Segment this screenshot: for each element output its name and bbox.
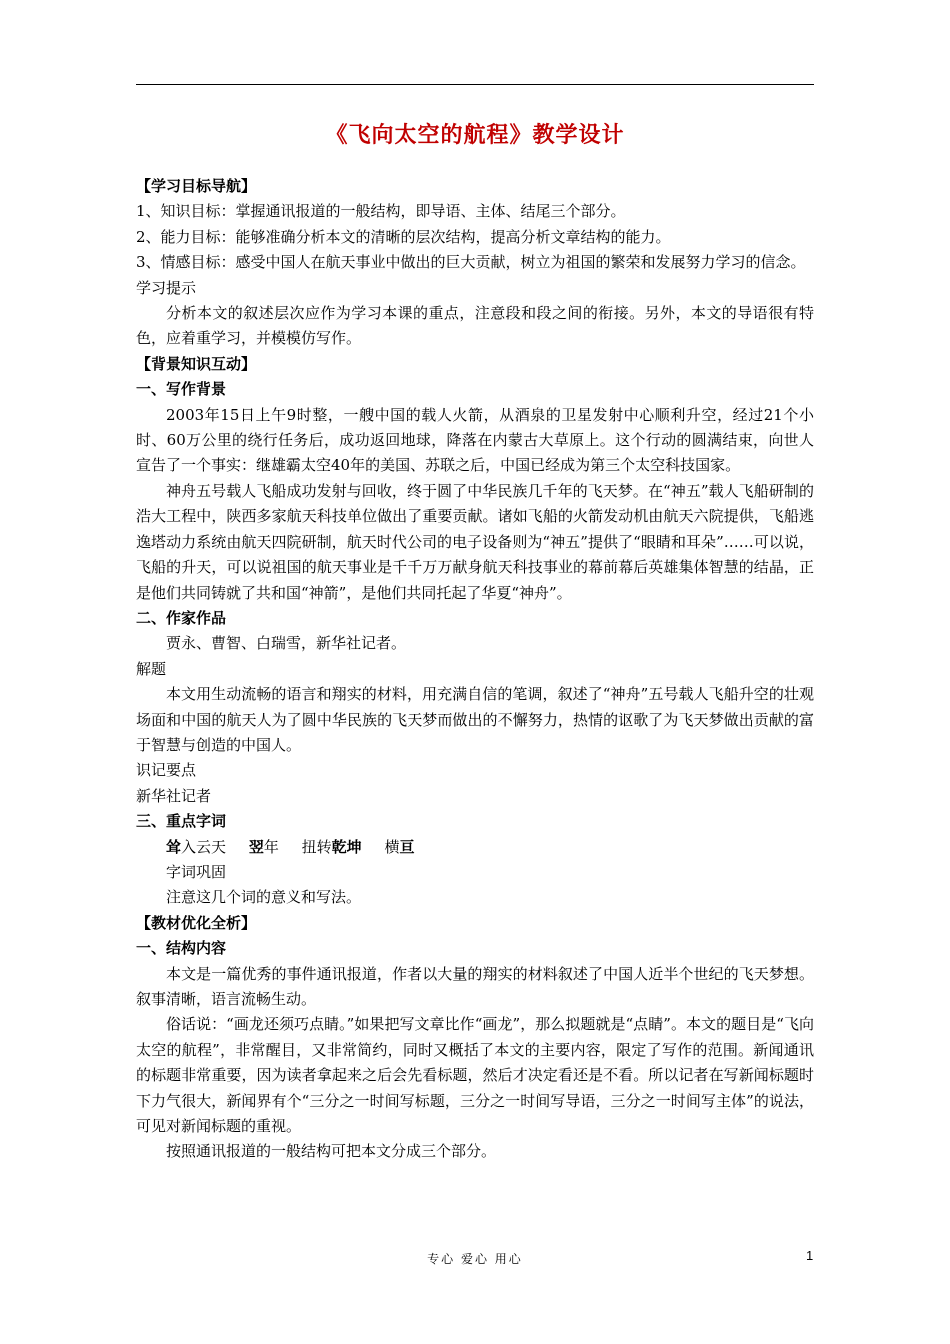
keyword-item: 翌年 — [248, 837, 279, 856]
page-number: 1 — [806, 1248, 814, 1263]
keyword-review-label: 字词巩固 — [166, 862, 227, 881]
section-heading-analysis: 【教材优化全析】 — [136, 913, 257, 932]
document-title: 《飞向太空的航程》教学设计 — [325, 122, 625, 148]
keyword-review-text: 注意这几个词的意义和写法。 — [166, 888, 362, 907]
keyword-item: 耸入云天 — [166, 837, 227, 856]
structure-paragraph-3: 按照通讯报道的一般结构可把本文分成三个部分。 — [166, 1142, 497, 1161]
subheading-structure: 一、结构内容 — [136, 939, 227, 958]
background-paragraph-1: 2003年15日上午9时整，一艘中国的载人火箭，从酒泉的卫星发射中心顺利升空，经过21个小时、60万公里的绕行任务后，成功返回地球，降落在内蒙古大草原上。这个行动的圆满结束，向世人宣告了一个事实：继雄霸太空40年的美国、苏联之后，中国已经成为第三个太空科技国家。 — [136, 405, 814, 475]
document-body — [136, 174, 814, 1165]
subheading-keywords: 三、重点字词 — [136, 812, 227, 831]
title-explanation-label: 解题 — [136, 659, 167, 678]
section-heading-goals: 【学习目标导航】 — [136, 177, 257, 195]
section-heading-background: 【背景知识互动】 — [136, 354, 257, 373]
goal-knowledge: 1、知识目标：掌握通讯报道的一般结构，即导语、主体、结尾三个部分。 — [136, 202, 626, 221]
keyword-item: 横亘 — [384, 837, 415, 856]
title-explanation-text: 本文用生动流畅的语言和翔实的材料，用充满自信的笔调，叙述了“神舟”五号载人飞船升空的壮观场面和中国的航天人为了圆中华民族的飞天梦而做出的不懈努力，热情的讴歌了为飞天梦做出贡献的富于智慧与创造的中国人。 — [136, 685, 814, 754]
structure-paragraph-1: 本文是一篇优秀的事件通讯报道，作者以大量的翔实的材料叙述了中国人近半个世纪的飞天梦想。叙事清晰，语言流畅生动。 — [136, 964, 814, 1008]
subheading-authors: 二、作家作品 — [136, 608, 227, 627]
structure-paragraph-2: 俗话说：“画龙还须巧点睛。”如果把写文章比作“画龙”，那么拟题就是“点睛”。本文的题目是“飞向太空的航程”，非常醒目，又非常简约，同时又概括了本文的主要内容，限定了写作的范围。新闻通讯的标题非常重要，因为读者拿起来之后会先看标题，然后才决定看还是不看。所以记者在写新闻标题时下力气很大，新闻界有个“三分之一时间写标题，三分之一时间写导语，三分之一时间写主体”的说法，可见对新闻标题的重视。 — [136, 1015, 814, 1136]
header-rule — [136, 84, 814, 85]
background-paragraph-2: 神舟五号载人飞船成功发射与回收，终于圆了中华民族几千年的飞天梦。在“神五”载人飞船研制的浩大工程中，陕西多家航天科技单位做出了重要贡献。诸如飞船的火箭发动机由航天六院提供，飞船逃逸塔动力系统由航天四院研制，航天时代公司的电子设备则为“神五”提供了“眼睛和耳朵”……可以说，飞船的升天，可以说祖国的航天事业是千千万万献身航天科技事业的幕前幕后英雄集体智慧的结晶，正是他们共同铸就了共和国“神箭”，是他们共同托起了华夏“神舟”。 — [136, 481, 814, 602]
keyword-item: 扭转乾坤 — [301, 837, 362, 856]
goal-emotion: 3、情感目标：感受中国人在航天事业中做出的巨大贡献，树立为祖国的繁荣和发展努力学习的信念。 — [136, 253, 806, 272]
footer-motto: 专心 爱心 用心 — [427, 1252, 523, 1266]
study-tip-text: 分析本文的叙述层次应作为学习本课的重点，注意段和段之间的衔接。另外，本文的导语很有特色，应着重学习，并模模仿写作。 — [136, 304, 814, 348]
memory-points-label: 识记要点 — [136, 761, 197, 780]
authors-text: 贾永、曹智、白瑞雪，新华社记者。 — [166, 634, 407, 653]
study-tip-label: 学习提示 — [136, 278, 197, 297]
memory-points-text: 新华社记者 — [136, 786, 212, 805]
subheading-writing-background: 一、写作背景 — [136, 380, 227, 399]
keyword-list — [136, 835, 814, 860]
goal-ability: 2、能力目标：能够准确分析本文的清晰的层次结构，提高分析文章结构的能力。 — [136, 227, 671, 246]
